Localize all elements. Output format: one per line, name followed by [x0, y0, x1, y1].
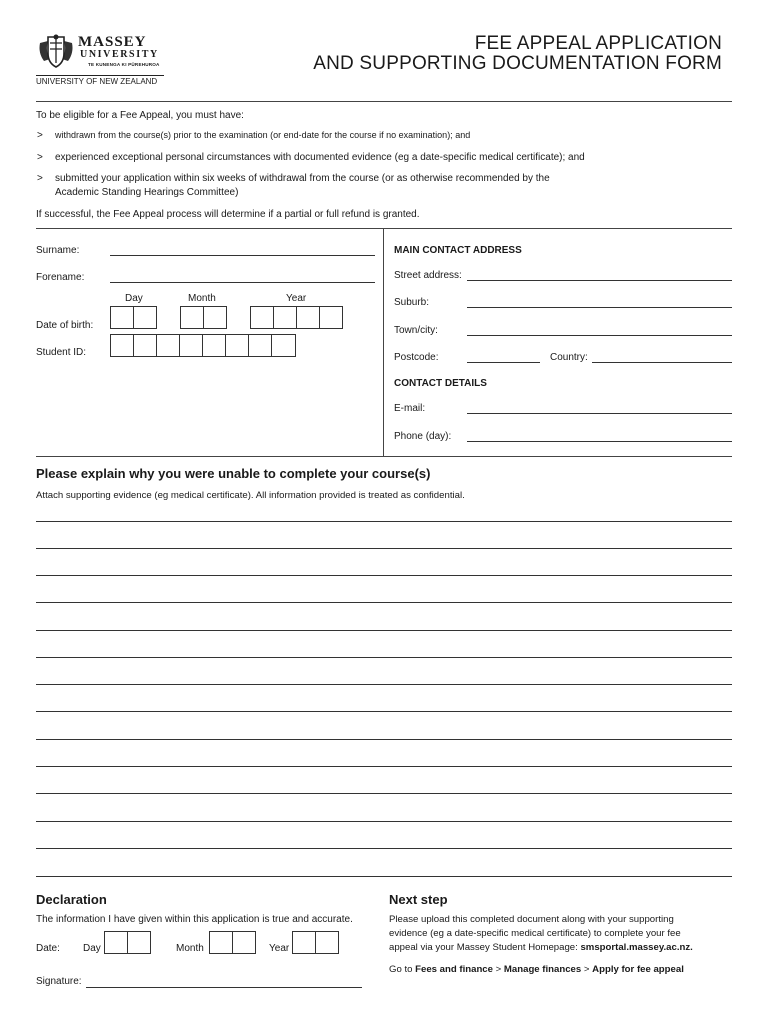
- explanation-line[interactable]: [36, 602, 732, 603]
- portal-link[interactable]: smsportal.massey.ac.nz.: [580, 942, 693, 953]
- street-field[interactable]: [467, 280, 732, 281]
- student-id-box[interactable]: [248, 334, 272, 357]
- next-step-text-prefix: appeal via your Massey Student Homepage:: [389, 942, 581, 953]
- explanation-line[interactable]: [36, 657, 732, 658]
- navigation-path: [389, 964, 684, 975]
- forename-label: Forename:: [36, 272, 85, 283]
- dob-year-box[interactable]: [273, 306, 297, 329]
- declaration-day-box[interactable]: [104, 931, 128, 954]
- suburb-field[interactable]: [467, 307, 732, 308]
- explanation-line[interactable]: [36, 848, 732, 849]
- street-label: Street address:: [394, 270, 462, 281]
- dob-month-box[interactable]: [203, 306, 227, 329]
- signature-label: Signature:: [36, 976, 82, 987]
- signature-field[interactable]: [86, 987, 362, 988]
- explanation-line[interactable]: [36, 575, 732, 576]
- dob-day-label: Day: [125, 293, 143, 304]
- explanation-line[interactable]: [36, 711, 732, 712]
- form-title-line1: FEE APPEAL APPLICATION: [474, 33, 722, 54]
- address-heading: MAIN CONTACT ADDRESS: [394, 245, 522, 256]
- email-label: E-mail:: [394, 403, 426, 414]
- eligibility-item: withdrawn from the course(s) prior to the examination (or end-date for the course if no examination); and: [55, 130, 471, 140]
- dob-year-box[interactable]: [250, 306, 274, 329]
- contact-heading: CONTACT DETAILS: [394, 378, 487, 389]
- next-step-text: evidence (eg a date-specific medical certificate) to complete your fee: [389, 928, 681, 939]
- eligibility-item: submitted your application within six weeks of withdrawal from the course (or as otherwise recommended by the: [55, 173, 550, 184]
- phone-label: Phone (day):: [394, 431, 452, 442]
- logo-name-line1: MASSEY: [78, 34, 147, 50]
- postcode-label: Postcode:: [394, 352, 439, 363]
- explanation-line[interactable]: [36, 876, 732, 877]
- country-label: Country:: [550, 352, 588, 363]
- country-field[interactable]: [592, 362, 732, 363]
- explanation-line[interactable]: [36, 684, 732, 685]
- student-id-box[interactable]: [110, 334, 134, 357]
- town-field[interactable]: [467, 335, 732, 336]
- surname-field[interactable]: [110, 255, 375, 256]
- logo-country-line: UNIVERSITY OF NEW ZEALAND: [36, 77, 158, 86]
- explanation-line[interactable]: [36, 793, 732, 794]
- declaration-year-label: Year: [269, 943, 290, 954]
- declaration-statement: The information I have given within this application is true and accurate.: [36, 914, 353, 925]
- declaration-month-box[interactable]: [232, 931, 256, 954]
- dob-month-box[interactable]: [180, 306, 204, 329]
- explanation-line[interactable]: [36, 766, 732, 767]
- eligibility-item: experienced exceptional personal circumstances with documented evidence (eg a date-specific medical certificate); and: [55, 152, 585, 163]
- declaration-date-label: Date:: [36, 943, 60, 954]
- student-id-box[interactable]: [179, 334, 203, 357]
- declaration-month-label: Month: [176, 943, 204, 954]
- dob-day-box[interactable]: [110, 306, 134, 329]
- dob-month-label: Month: [188, 293, 216, 304]
- next-step-heading: Next step: [389, 892, 448, 907]
- eligibility-item-continued: Academic Standing Hearings Committee): [55, 187, 239, 198]
- explanation-line[interactable]: [36, 521, 732, 522]
- header-divider: [36, 101, 732, 102]
- nav-separator: >: [581, 964, 593, 975]
- student-id-box[interactable]: [133, 334, 157, 357]
- dob-day-box[interactable]: [133, 306, 157, 329]
- explain-heading: Please explain why you were unable to complete your course(s): [36, 466, 431, 481]
- postcode-field[interactable]: [467, 362, 540, 363]
- logo-name-line2: UNIVERSITY: [80, 49, 159, 60]
- eligibility-intro: To be eligible for a Fee Appeal, you must have:: [36, 110, 244, 121]
- explanation-line[interactable]: [36, 548, 732, 549]
- student-id-box[interactable]: [271, 334, 296, 357]
- suburb-label: Suburb:: [394, 297, 430, 308]
- bullet-marker: >: [37, 173, 43, 184]
- go-to-label: Go to: [389, 964, 416, 975]
- declaration-month-box[interactable]: [209, 931, 233, 954]
- forename-field[interactable]: [110, 282, 375, 283]
- column-divider: [383, 228, 384, 456]
- section-divider: [36, 228, 732, 229]
- bullet-marker: >: [37, 130, 43, 141]
- section-divider: [36, 456, 732, 457]
- nav-step-fees[interactable]: Fees and finance: [415, 964, 493, 975]
- eligibility-outcome: If successful, the Fee Appeal process will determine if a partial or full refund is granted.: [36, 209, 420, 220]
- declaration-day-box[interactable]: [127, 931, 151, 954]
- declaration-day-label: Day: [83, 943, 101, 954]
- explanation-line[interactable]: [36, 630, 732, 631]
- nav-separator: >: [492, 964, 504, 975]
- dob-year-box[interactable]: [319, 306, 343, 329]
- dob-year-box[interactable]: [296, 306, 320, 329]
- declaration-year-box[interactable]: [292, 931, 316, 954]
- student-id-box[interactable]: [156, 334, 180, 357]
- declaration-heading: Declaration: [36, 892, 107, 907]
- dob-year-label: Year: [286, 293, 307, 304]
- declaration-year-box[interactable]: [315, 931, 339, 954]
- student-id-box[interactable]: [202, 334, 226, 357]
- bullet-marker: >: [37, 152, 43, 163]
- crest-icon: [36, 33, 76, 69]
- next-step-text: [389, 942, 693, 953]
- form-title-line2: AND SUPPORTING DOCUMENTATION FORM: [313, 53, 722, 74]
- student-id-label: Student ID:: [36, 347, 87, 358]
- nav-step-apply[interactable]: Apply for fee appeal: [592, 964, 684, 975]
- dob-label: Date of birth:: [36, 320, 94, 331]
- logo-rule: [36, 75, 164, 76]
- next-step-text: Please upload this completed document along with your supporting: [389, 914, 674, 925]
- explanation-line[interactable]: [36, 821, 732, 822]
- phone-field[interactable]: [467, 441, 732, 442]
- surname-label: Surname:: [36, 245, 80, 256]
- email-field[interactable]: [467, 413, 732, 414]
- explain-note: Attach supporting evidence (eg medical certificate). All information provided is treated as confidential.: [36, 490, 465, 501]
- explanation-line[interactable]: [36, 739, 732, 740]
- town-label: Town/city:: [394, 325, 438, 336]
- student-id-box[interactable]: [225, 334, 249, 357]
- nav-step-manage[interactable]: Manage finances: [503, 964, 582, 975]
- logo-maori-name: TE KUNENGA KI PŪREHUROA: [88, 62, 160, 67]
